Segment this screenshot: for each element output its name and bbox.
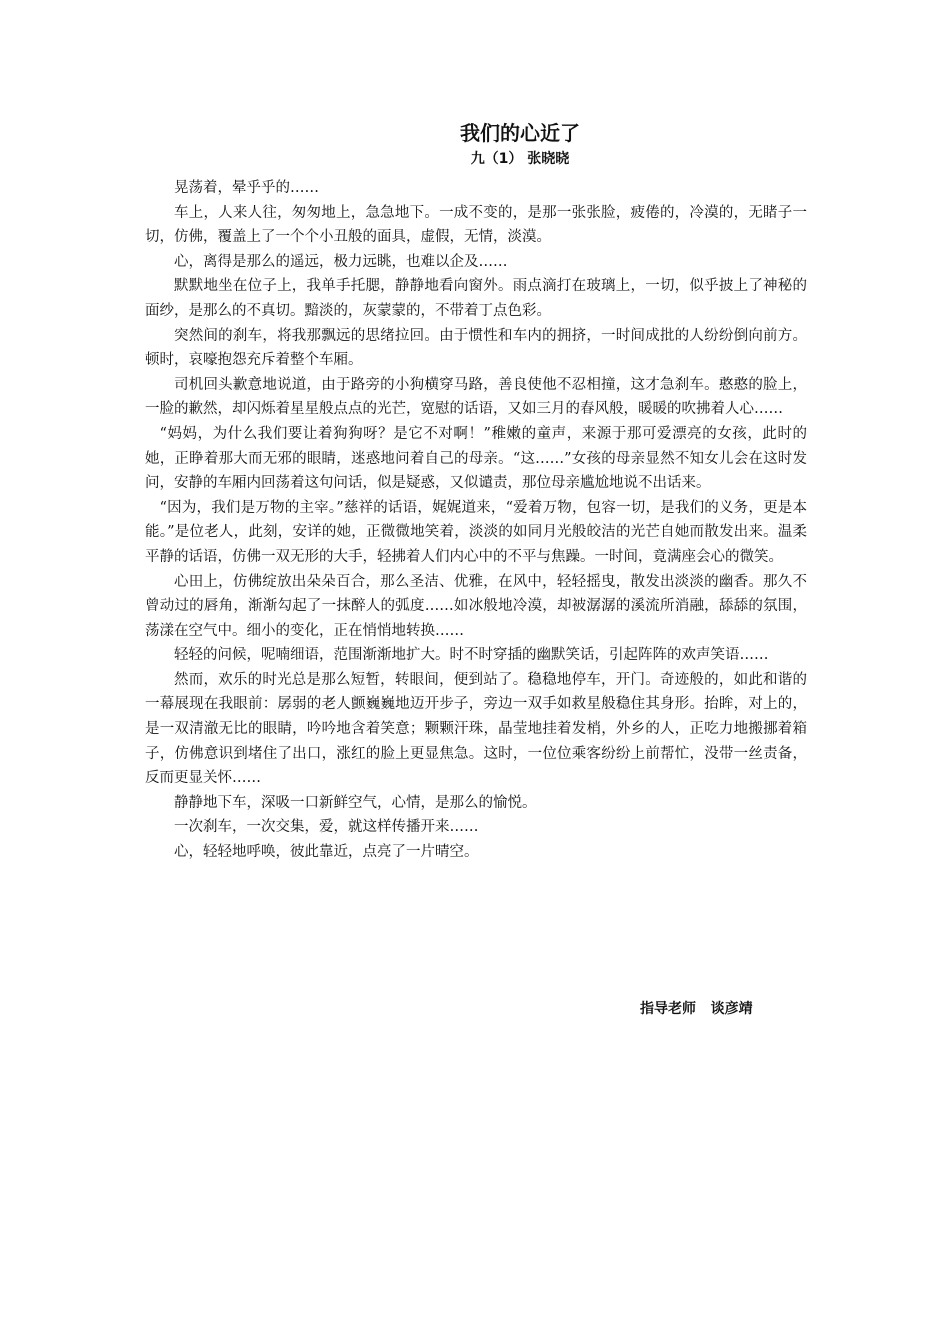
paragraph-2: 车上，人来人往，匆匆地上，急急地下。一成不变的，是那一张张脸，疲倦的，冷漠的，无睹子一切，仿佛，覆盖上了一个个小丑般的面具，虚假，无情，淡漠。 [145,204,807,246]
paragraph-3: 心，离得是那么的遥远，极力远眺，也难以企及…… [174,253,508,270]
paragraph-11: 然而，欢乐的时光总是那么短暂，转眼间，便到站了。稳稳地停车，开门。奇迹般的，如此和谐的一幕展现在我眼前：孱弱的老人颤巍巍地迈开步子，旁边一双手如救星般稳住其身形。抬眸，对上的，是一双清澈无比的眼睛，吟吟地含着笑意；颗颗汗珠，晶莹地挂着发梢，外乡的人，正吃力地搬挪着箱子，仿佛意识到堵住了出口，涨红的脸上更显焦急。这时，一位位乘客纷纷上前帮忙，没带一丝责备，反而更显关怀…… [145,671,807,787]
paragraph-5: 突然间的刹车，将我那飘远的思绪拉回。由于惯性和车内的拥挤，一时间成批的人纷纷倒向前方。顿时，哀嚎抱怨充斥着整个车厢。 [145,327,807,369]
paragraph-1: 晃荡着，晕乎乎的…… [174,180,319,196]
paragraph-10: 轻轻的问候，呢喃细语，范围渐渐地扩大。时不时穿插的幽默笑话，引起阵阵的欢声笑语…… [174,647,769,664]
advisor-signature: 指导老师 谈彦靖 [640,1001,753,1017]
paragraph-9: 心田上，仿佛绽放出朵朵百合，那么圣洁、优雅，在风中，轻轻摇曳，散发出淡淡的幽香。那久不曾动过的唇角，渐渐勾起了一抹醉人的弧度……如冰般地冷漠，却被潺潺的溪流所消融，舔舔的氛围，荡漾在空气中。细小的变化，正在悄悄地转换…… [145,573,807,639]
paragraph-14: 心，轻轻地呼唤，彼此靠近，点亮了一片晴空。 [174,844,479,861]
paragraph-4: 默默地坐在位子上，我单手托腮，静静地看向窗外。雨点滴打在玻璃上，一切，似乎披上了神秘的面纱，是那么的不真切。黯淡的，灰蒙蒙的，不带着丁点色彩。 [145,278,807,319]
article [145,118,807,865]
article-author: 九（1） 张晓晓 [470,151,570,167]
article-title: 我们的心近了 [460,121,580,145]
paragraph-7: “妈妈，为什么我们要让着狗狗呀？是它不对啊！”稚嫩的童声，来源于那可爱漂亮的女孩，此时的她，正睁着那大而无邪的眼睛，迷惑地问着自己的母亲。“这……”女孩的母亲显然不知女儿会在这时发问，安静的车厢内回荡着这句问话，似是疑惑，又似谴责，那位母亲尴尬地说不出话来。 [145,425,807,492]
paragraph-13: 一次刹车，一次交集，爱，就这样传播开来…… [174,819,479,836]
paragraph-12: 静静地下车，深吸一口新鲜空气，心情，是那么的愉悦。 [174,794,537,811]
paragraph-6: 司机回头歉意地说道，由于路旁的小狗横穿马路，善良使他不忍相撞，这才急刹车。憨憨的脸上，一脸的歉然，却闪烁着星星般点点的光芒，宽慰的话语，又如三月的春风般，暖暖的吹拂着人心…… [145,376,807,418]
paragraph-8: “因为，我们是万物的主宰。”慈祥的话语，娓娓道来，“爱着万物，包容一切，是我们的义务，更是本能。”是位老人，此刻，安详的她，正微微地笑着，淡淡的如同月光般皎洁的光芒自她而散发出来。温柔平静的话语，仿佛一双无形的大手，轻拂着人们内心中的不平与焦躁。一时间，竟满座会心的微笑。 [145,499,807,565]
